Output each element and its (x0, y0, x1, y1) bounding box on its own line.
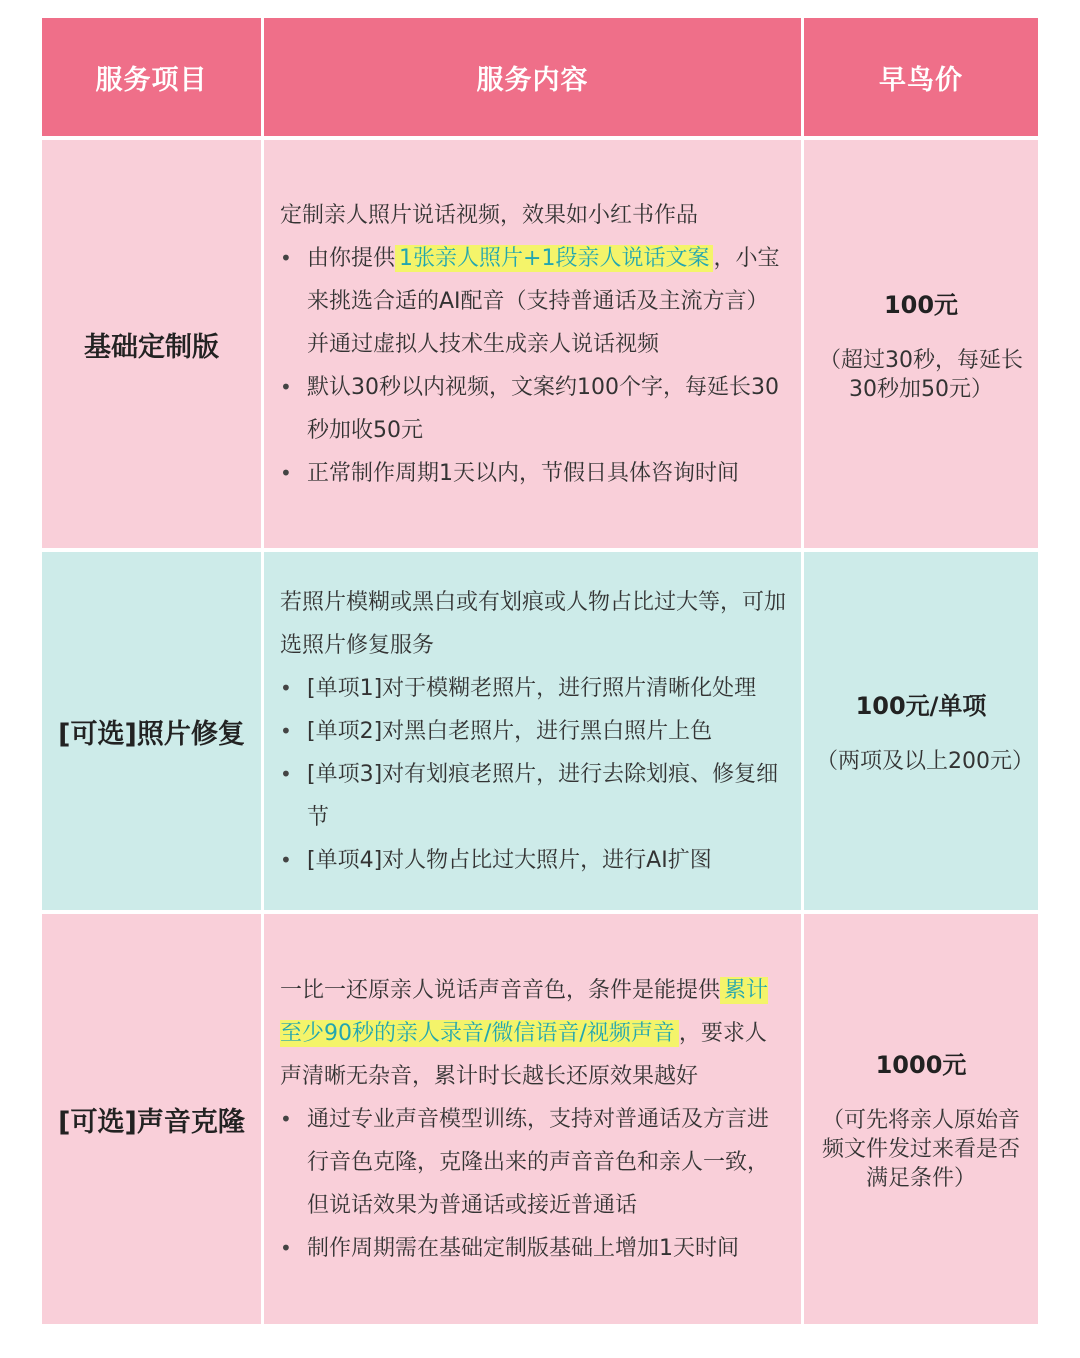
bullet-text: ，小宝来挑选合适的AI配音（支持普通话及主流方言）并通过虚拟人技术生成亲人说话视频 (307, 245, 780, 357)
row-basic-list (280, 237, 787, 495)
row-photo-name: [可选]照片修复 (42, 552, 264, 914)
row-voice-name: [可选]声音克隆 (42, 914, 264, 1328)
price-table (42, 18, 1038, 1328)
row-photo-content (264, 552, 804, 914)
price-value: 1000元 (875, 1051, 967, 1079)
row-basic-name: 基础定制版 (42, 140, 264, 552)
list-item: • [单项3]对有划痕老照片，进行去除划痕、修复细节 (280, 753, 787, 839)
intro-text: 一比一还原亲人说话声音音色，条件是能提供 (280, 977, 721, 1003)
header-item: 服务项目 (42, 18, 264, 140)
row-photo-list (280, 667, 787, 882)
highlight-text: 累计至少90秒的亲人录音/微信语音/视频声音 (280, 977, 769, 1046)
price-note: （两项及以上200元） (816, 749, 1034, 774)
row-photo-price (804, 552, 1038, 914)
price-note: （可先将亲人原始音频文件发过来看是否满足条件） (821, 1108, 1020, 1191)
bullet-text: 由你提供 (307, 245, 396, 271)
list-item (280, 237, 787, 366)
row-voice-list (280, 1098, 787, 1270)
list-item: • 默认30秒以内视频，文案约100个字，每延长30秒加收50元 (280, 366, 787, 452)
list-item: • [单项1]对于模糊老照片，进行照片清晰化处理 (280, 667, 787, 710)
header-price: 早鸟价 (804, 18, 1038, 140)
highlight-text: 1张亲人照片+1段亲人说话文案 (395, 245, 713, 272)
list-item: • 正常制作周期1天以内，节假日具体咨询时间 (280, 452, 787, 495)
row-basic-price (804, 140, 1038, 552)
row-basic-intro: 定制亲人照片说话视频，效果如小红书作品 (280, 202, 699, 228)
list-item: • 通过专业声音模型训练，支持对普通话及方言进行音色克隆，克隆出来的声音音色和亲人一致，但说话效果为普通话或接近普通话 (280, 1098, 787, 1227)
row-photo-intro: 若照片模糊或黑白或有划痕或人物占比过大等，可加选照片修复服务 (280, 589, 787, 658)
price-value: 100元/单项 (855, 692, 987, 720)
intro-text: ，要求人声清晰无杂音，累计时长越长还原效果越好 (280, 1020, 767, 1089)
row-voice-price (804, 914, 1038, 1328)
row-voice-content (264, 914, 804, 1328)
price-note: （超过30秒，每延长30秒加50元） (819, 347, 1023, 402)
list-item: • 制作周期需在基础定制版基础上增加1天时间 (280, 1227, 787, 1270)
list-item: • [单项4]对人物占比过大照片，进行AI扩图 (280, 839, 787, 882)
row-basic-content (264, 140, 804, 552)
header-content: 服务内容 (264, 18, 804, 140)
row-voice-intro (280, 969, 787, 1098)
list-item: • [单项2]对黑白老照片，进行黑白照片上色 (280, 710, 787, 753)
price-value: 100元 (883, 290, 959, 319)
